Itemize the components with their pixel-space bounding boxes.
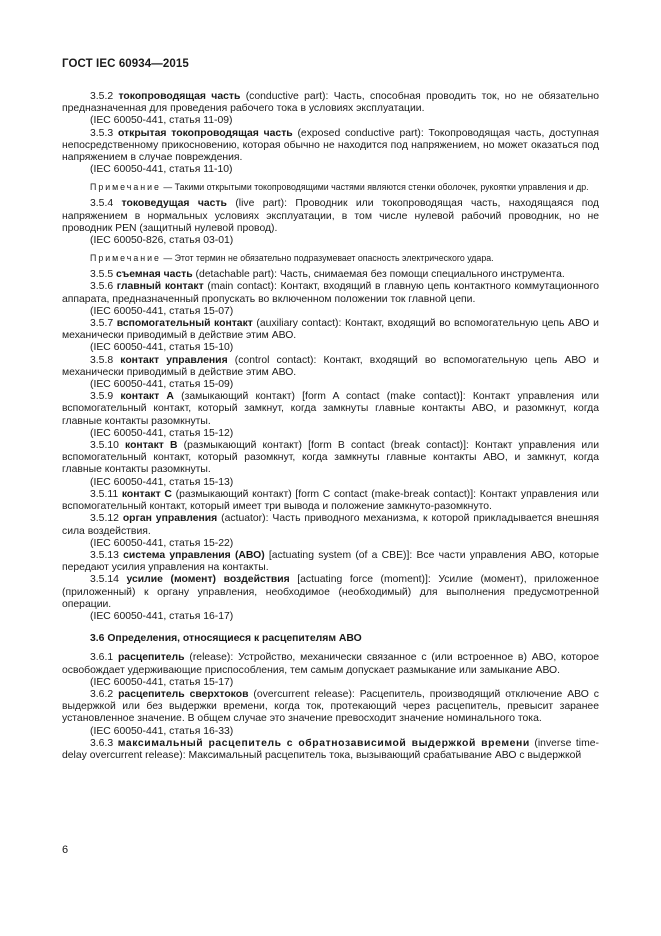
- term: орган управления: [122, 513, 218, 525]
- term: съемная часть: [116, 269, 193, 281]
- term: вспомогательный контакт: [116, 318, 253, 330]
- clause-number: 3.5.11: [90, 488, 119, 500]
- clause-number: 3.5.10: [90, 440, 119, 452]
- term: контакт В: [125, 440, 178, 452]
- source-reference: (IEC 60050-441, статья 15-10): [90, 342, 234, 354]
- document-body: [62, 91, 599, 762]
- definition-3-5-8: [62, 355, 599, 379]
- source-reference: (IEC 60050-441, статья 15-13): [90, 476, 234, 488]
- clause-number: 3.6.2: [90, 688, 114, 700]
- clause-number: 3.5.3: [90, 127, 114, 139]
- note-2: [62, 253, 599, 264]
- definition-3-5-3: [62, 128, 599, 165]
- term: максимальный расцепитель с обратнозависимой выдержкой времени: [117, 737, 530, 749]
- definition-text: (auxiliary contact): Контакт, входящий во вспомогательную цепь АВО и механически приводимый в действие этим АВО.: [62, 318, 599, 342]
- definition-3-5-10: [62, 440, 599, 477]
- definition-3-5-2: [62, 91, 599, 115]
- clause-number: 3.6.1: [90, 652, 114, 664]
- clause-number: 3.6.3: [90, 737, 114, 749]
- term: открытая токопроводящая часть: [117, 127, 293, 139]
- definition-text: (detachable part): Часть, снимаемая без помощи специального инструмента.: [192, 269, 565, 281]
- note-text: — Этот термин не обязательно подразумевает опасность электрического удара.: [160, 253, 494, 264]
- source-reference: (IEC 60050-441, статья 11-10): [90, 164, 233, 176]
- definition-3-6-3: [62, 738, 599, 762]
- definition-3-5-7: [62, 318, 599, 342]
- clause-number: 3.5.9: [90, 391, 114, 403]
- definition-text: (overcurrent release): Расцепитель, производящий отключение АВО с выдержкой или без выдержки времени, когда ток, протекающий через расцепитель, превысит заранее установленное значение. В общем случае это значение превосходит значение номинального тока.: [62, 688, 599, 725]
- definition-3-6-1: [62, 652, 599, 676]
- source-reference: (IEC 60050-441, статья 15-09): [90, 379, 234, 391]
- definition-text: (inverse time-delay overcurrent release): Максимальный расцепитель тока, вызывающий срабатывание АВО с выдержкой: [62, 737, 600, 761]
- definition-3-5-13: [62, 550, 599, 574]
- term: контакт С: [121, 488, 172, 500]
- clause-number: 3.5.14: [90, 574, 119, 586]
- clause-number: 3.5.8: [90, 354, 114, 366]
- term: расцепитель: [117, 652, 185, 664]
- page-number: 6: [62, 844, 69, 856]
- definition-text: (conductive part): Часть, способная проводить ток, но не обязательно предназначенная для проведения рабочего тока в условиях эксплуатации.: [62, 91, 599, 115]
- source-reference: (IEC 60050-441, статья 15-17): [90, 676, 234, 688]
- definition-text: (main contact): Контакт, входящий в главную цепь контактного коммутационного аппарата, предназначенный пропускать во включенном положении ток главной цепи.: [62, 281, 599, 305]
- note-1: [62, 182, 599, 193]
- definition-text: (замыкающий контакт) [form A contact (make contact)]: Контакт управления или вспомогательный контакт, который замкнут, когда замкнуты главные контакты АВО, и разомкнут, когда главные контакты разомкнуты.: [62, 391, 600, 427]
- section-heading-3-6: 3.6 Определения, относящиеся к расцепителям АВО: [90, 633, 362, 645]
- definition-text: [actuating force (moment)]: Усилие (момент), приложенное (приложенный) к органу управления, необходимое (необходимый) для выполнения предусмотренной операции.: [62, 574, 599, 610]
- definition-text: (размыкающий контакт) [form B contact (break contact)]: Контакт управления или вспомогательный контакт, который разомкнут, когда замкнуты главные контакты АВО, и замкнут, когда главные контакты разомкнуты.: [62, 440, 599, 476]
- clause-number: 3.5.12: [90, 513, 119, 525]
- definition-3-5-9: [62, 391, 599, 428]
- clause-number: 3.5.7: [90, 318, 114, 330]
- source-reference: (IEC 60050-826, статья 03-01): [90, 235, 234, 247]
- term: контакт А: [120, 391, 174, 403]
- note-label: Примечание: [90, 182, 161, 193]
- definition-3-6-2: [62, 689, 599, 726]
- document-header: ГОСТ IEC 60934—2015: [62, 58, 189, 70]
- source-reference: (IEC 60050-441, статья 11-09): [90, 115, 233, 127]
- definition-text: (exposed conductive part): Токопроводящая часть, доступная непосредственному прикосновению, которая обычно не находится под напряжением, но может оказаться под напряжением в случае повреждения.: [62, 127, 600, 164]
- term: токоведущая часть: [121, 198, 227, 210]
- term: расцепитель сверхтоков: [118, 688, 249, 700]
- clause-number: 3.5.13: [90, 549, 119, 561]
- definition-text: (actuator): Часть приводного механизма, к которой прикладывается внешняя сила воздействия.: [62, 513, 599, 537]
- source-reference: (IEC 60050-441, статья 15-22): [90, 537, 234, 549]
- term: контакт управления: [120, 354, 228, 366]
- definition-text: (размыкающий контакт) [form C contact (make-break contact)]: Контакт управления или вспомогательный контакт, который имеет три вывода и положение замкнуто-разомкнуто.: [62, 488, 599, 513]
- definition-3-5-5: [62, 269, 599, 281]
- definition-text: (release): Устройство, механически связанное с (или встроенное в) АВО, которое освобождает удерживающие приспособления, тем самым допускает размыкание или замыкание АВО.: [62, 652, 600, 676]
- clause-number: 3.5.4: [90, 198, 114, 210]
- definition-text: (live part): Проводник или токопроводящая часть, находящаяся под напряжением в нормальных условиях эксплуатации, в том числе нулевой рабочий проводник, но не проводник PEN (защитный нулевой провод).: [62, 198, 599, 234]
- clause-number: 3.5.5: [90, 269, 114, 281]
- clause-number: 3.5.6: [90, 281, 114, 293]
- definition-text: (control contact): Контакт, входящий во вспомогательную цепь АВО и механически приводимый в действие этим АВО.: [62, 354, 599, 378]
- source-reference: (IEC 60050-441, статья 16-17): [90, 610, 234, 622]
- definition-3-5-11: [62, 489, 599, 513]
- definition-3-5-14: [62, 574, 599, 611]
- note-label: Примечание: [90, 253, 161, 264]
- term: система управления (АВО): [123, 549, 265, 561]
- term: усилие (момент) воздействия: [126, 574, 290, 586]
- definition-3-5-6: [62, 281, 599, 305]
- term: токопроводящая часть: [118, 91, 241, 102]
- clause-number: 3.5.2: [90, 91, 114, 102]
- source-reference: (IEC 60050-441, статья 15-07): [90, 305, 234, 317]
- definition-3-5-4: [62, 198, 599, 235]
- source-reference: (IEC 60050-441, статья 16-33): [90, 725, 234, 737]
- source-reference: (IEC 60050-441, статья 15-12): [90, 427, 234, 439]
- definition-3-5-12: [62, 513, 599, 537]
- definition-text: [actuating system (of a CBE)]: Все части управления АВО, которые передают усилия управления на контакты.: [62, 549, 599, 574]
- term: главный контакт: [116, 281, 204, 293]
- note-text: — Такими открытыми токопроводящими частями являются стенки оболочек, рукоятки управления и др.: [160, 182, 589, 193]
